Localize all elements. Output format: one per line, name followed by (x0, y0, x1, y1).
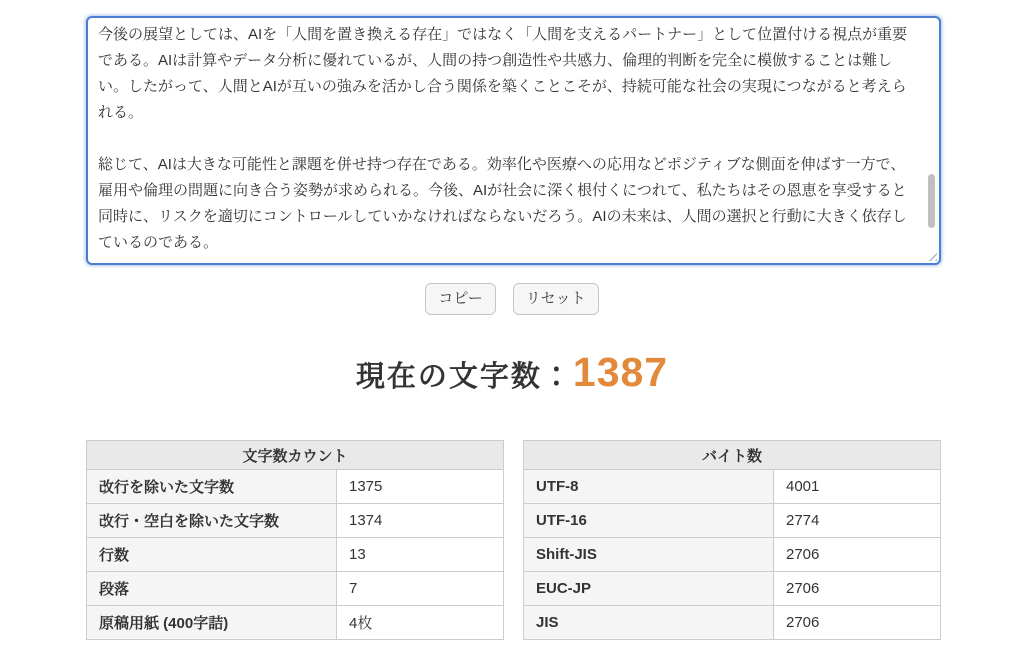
stat-label: 改行・空白を除いた文字数 (87, 504, 337, 538)
table-row (524, 572, 941, 606)
byte-count-table (523, 440, 941, 640)
stat-value: 13 (337, 538, 504, 572)
stat-value: 2706 (774, 538, 941, 572)
table-row (524, 504, 941, 538)
copy-button[interactable]: コピー (425, 283, 495, 315)
scrollbar-thumb[interactable] (928, 174, 935, 228)
text-input-wrapper (86, 16, 941, 265)
table-row (87, 538, 504, 572)
table-row (87, 470, 504, 504)
stat-value: 2706 (774, 572, 941, 606)
stat-label: EUC-JP (524, 572, 774, 606)
stat-value: 1375 (337, 470, 504, 504)
count-value: 1387 (572, 349, 669, 395)
stat-value: 4001 (774, 470, 941, 504)
table-row (87, 572, 504, 606)
reset-button[interactable]: リセット (513, 283, 599, 315)
stat-value: 4枚 (337, 606, 504, 640)
table-row (524, 470, 941, 504)
stats-tables (86, 440, 941, 640)
table-row (524, 538, 941, 572)
stat-label: 原稿用紙 (400字詰) (87, 606, 337, 640)
stat-value: 1374 (337, 504, 504, 538)
stat-label: UTF-8 (524, 470, 774, 504)
count-label: 現在の文字数： (355, 361, 573, 393)
current-count-heading (0, 349, 1024, 396)
table-row (87, 606, 504, 640)
stat-label: 改行を除いた文字数 (87, 470, 337, 504)
byte-count-table-header: バイト数 (524, 441, 941, 470)
stat-label: 段落 (87, 572, 337, 606)
char-count-table (86, 440, 504, 640)
button-row (0, 283, 1024, 315)
stat-label: 行数 (87, 538, 337, 572)
stat-label: JIS (524, 606, 774, 640)
table-row (87, 504, 504, 538)
stat-value: 2774 (774, 504, 941, 538)
text-input[interactable] (88, 18, 939, 263)
stat-value: 7 (337, 572, 504, 606)
table-row (524, 606, 941, 640)
stat-value: 2706 (774, 606, 941, 640)
char-count-table-header: 文字数カウント (87, 441, 504, 470)
stat-label: Shift-JIS (524, 538, 774, 572)
stat-label: UTF-16 (524, 504, 774, 538)
